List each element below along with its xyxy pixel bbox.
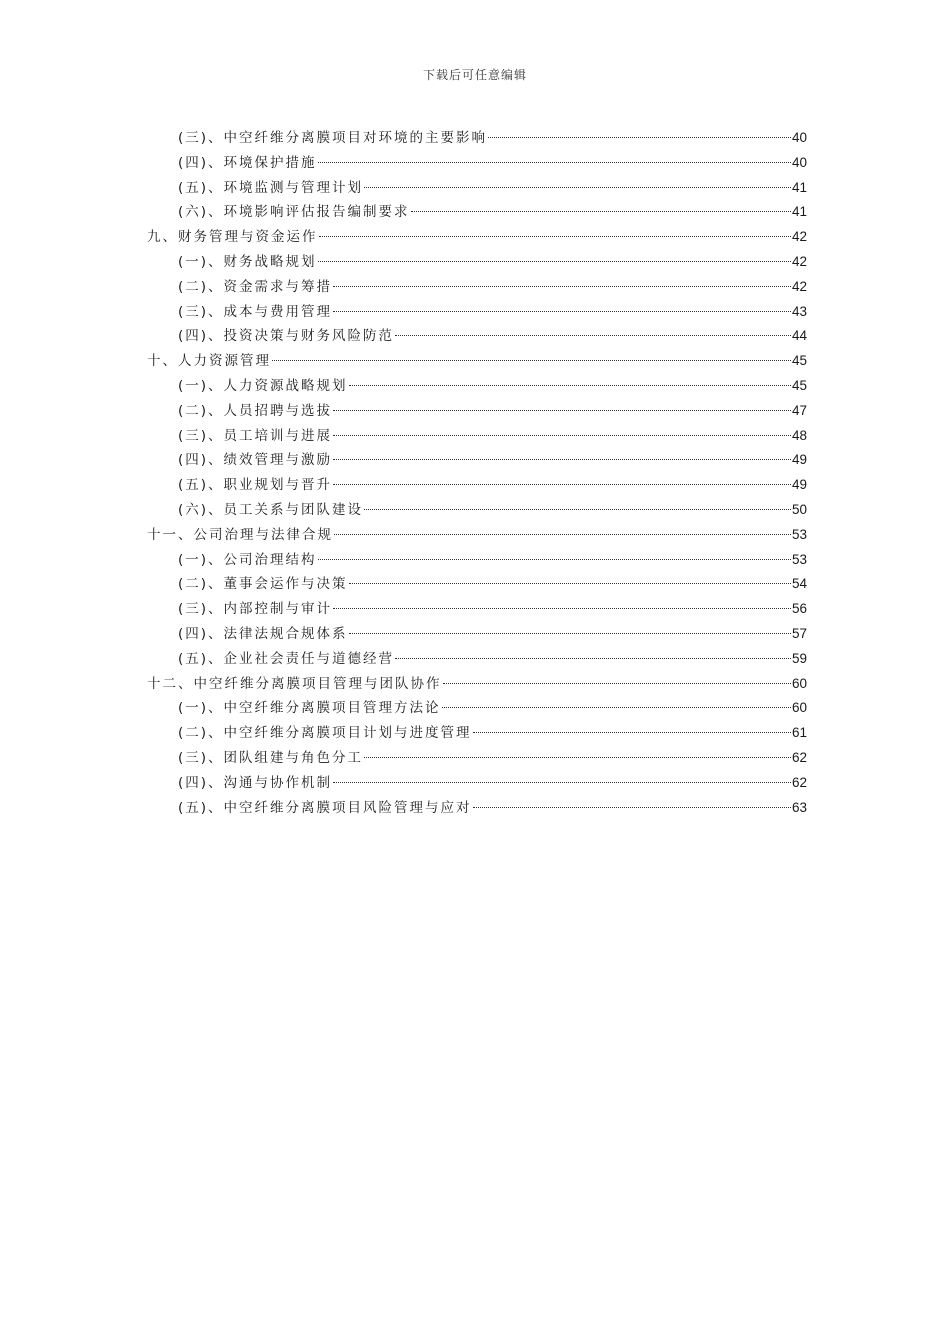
- toc-entry-title: 十、人力资源管理: [147, 353, 271, 370]
- toc-entry-title: (三)、员工培训与进展: [178, 427, 333, 444]
- toc-page-number: 54: [791, 576, 807, 592]
- toc-dot-leader: [333, 421, 791, 436]
- toc-dot-leader: [442, 693, 791, 708]
- toc-entry-title: 九、财务管理与资金运作: [147, 229, 318, 246]
- toc-dot-leader: [364, 173, 791, 188]
- toc-dot-leader: [333, 297, 791, 312]
- toc-entry-title: (五)、中空纤维分离膜项目风险管理与应对: [178, 799, 472, 816]
- toc-dot-leader: [333, 396, 791, 411]
- toc-dot-leader: [443, 669, 791, 684]
- toc-page-number: 57: [791, 625, 807, 641]
- toc-dot-leader: [333, 594, 791, 609]
- toc-entry-title: (二)、董事会运作与决策: [178, 576, 348, 593]
- toc-entry-title: (四)、绩效管理与激励: [178, 452, 333, 469]
- toc-page-number: 49: [791, 452, 807, 468]
- toc-dot-leader: [318, 148, 791, 163]
- toc-dot-leader: [349, 619, 791, 634]
- toc-page-number: 40: [791, 130, 807, 145]
- toc-page-number: 63: [791, 799, 807, 815]
- table-of-contents: [147, 126, 807, 820]
- page-header: 下载后可任意编辑: [422, 68, 527, 82]
- toc-page-number: 49: [791, 477, 807, 493]
- toc-entry-title: (五)、环境监测与管理计划: [178, 179, 364, 196]
- toc-entry-title: (一)、中空纤维分离膜项目管理方法论: [178, 700, 441, 717]
- toc-page-number: 53: [791, 526, 807, 542]
- toc-entry-title: (一)、公司治理结构: [178, 551, 317, 568]
- toc-entry-title: (六)、环境影响评估报告编制要求: [178, 204, 410, 221]
- toc-entry-title: (一)、财务战略规划: [178, 253, 317, 270]
- toc-dot-leader: [411, 197, 791, 212]
- toc-entry-title: (四)、投资决策与财务风险防范: [178, 328, 395, 345]
- toc-page-number: 45: [791, 353, 807, 369]
- toc-entry-title: (二)、资金需求与筹措: [178, 278, 333, 295]
- toc-dot-leader: [333, 445, 791, 460]
- toc-page-number: 53: [791, 551, 807, 567]
- toc-page-number: 42: [791, 278, 807, 294]
- toc-entry-title: (四)、沟通与协作机制: [178, 774, 333, 791]
- toc-entry-title: 十一、公司治理与法律合规: [147, 526, 333, 543]
- toc-dot-leader: [364, 495, 791, 510]
- toc-entry-title: (六)、员工关系与团队建设: [178, 501, 364, 518]
- toc-entry-title: (三)、中空纤维分离膜项目对环境的主要影响: [178, 130, 488, 146]
- toc-dot-leader: [272, 346, 791, 361]
- toc-dot-leader: [333, 272, 791, 287]
- toc-page-number: 44: [791, 328, 807, 344]
- toc-entry-title: (三)、成本与费用管理: [178, 303, 333, 320]
- toc-page-number: 43: [791, 303, 807, 319]
- toc-entry-title: (五)、企业社会责任与道德经营: [178, 650, 395, 667]
- toc-dot-leader: [473, 793, 791, 808]
- toc-entry-title: (三)、团队组建与角色分工: [178, 749, 364, 766]
- toc-entry-title: (四)、环境保护措施: [178, 154, 317, 171]
- toc-dot-leader: [395, 321, 791, 336]
- toc-dot-leader: [488, 123, 791, 138]
- toc-entry-title: 十二、中空纤维分离膜项目管理与团队协作: [147, 675, 442, 692]
- toc-page-number: 50: [791, 501, 807, 517]
- toc-entry-title: (二)、人员招聘与选拔: [178, 402, 333, 419]
- toc-entry-title: (三)、内部控制与审计: [178, 601, 333, 618]
- toc-entry-title: (五)、职业规划与晋升: [178, 477, 333, 494]
- toc-page-number: 41: [791, 204, 807, 220]
- toc-dot-leader: [473, 718, 791, 733]
- toc-page-number: 62: [791, 774, 807, 790]
- toc-dot-leader: [395, 644, 791, 659]
- toc-page-number: 59: [791, 650, 807, 666]
- toc-page-number: 62: [791, 749, 807, 765]
- toc-page-number: 42: [791, 229, 807, 245]
- toc-entry-title: (一)、人力资源战略规划: [178, 377, 348, 394]
- toc-page-number: 48: [791, 427, 807, 443]
- toc-page-number: 45: [791, 377, 807, 393]
- toc-page-number: 40: [791, 154, 807, 170]
- toc-page-number: 47: [791, 402, 807, 418]
- toc-page-number: 60: [791, 675, 807, 691]
- toc-page-number: 61: [791, 725, 807, 741]
- toc-page-number: 41: [791, 179, 807, 195]
- toc-dot-leader: [333, 768, 791, 783]
- toc-dot-leader: [318, 247, 791, 262]
- toc-dot-leader: [334, 520, 791, 535]
- toc-dot-leader: [349, 569, 791, 584]
- toc-dot-leader: [349, 371, 791, 386]
- toc-section-entry[interactable]: [147, 796, 807, 821]
- toc-dot-leader: [319, 222, 791, 237]
- toc-page-number: 56: [791, 601, 807, 617]
- toc-entry-title: (四)、法律法规合规体系: [178, 625, 348, 642]
- toc-dot-leader: [333, 470, 791, 485]
- toc-dot-leader: [364, 743, 791, 758]
- toc-page-number: 42: [791, 253, 807, 269]
- toc-entry-title: (二)、中空纤维分离膜项目计划与进度管理: [178, 725, 472, 742]
- toc-dot-leader: [318, 545, 791, 560]
- toc-page-number: 60: [791, 700, 807, 716]
